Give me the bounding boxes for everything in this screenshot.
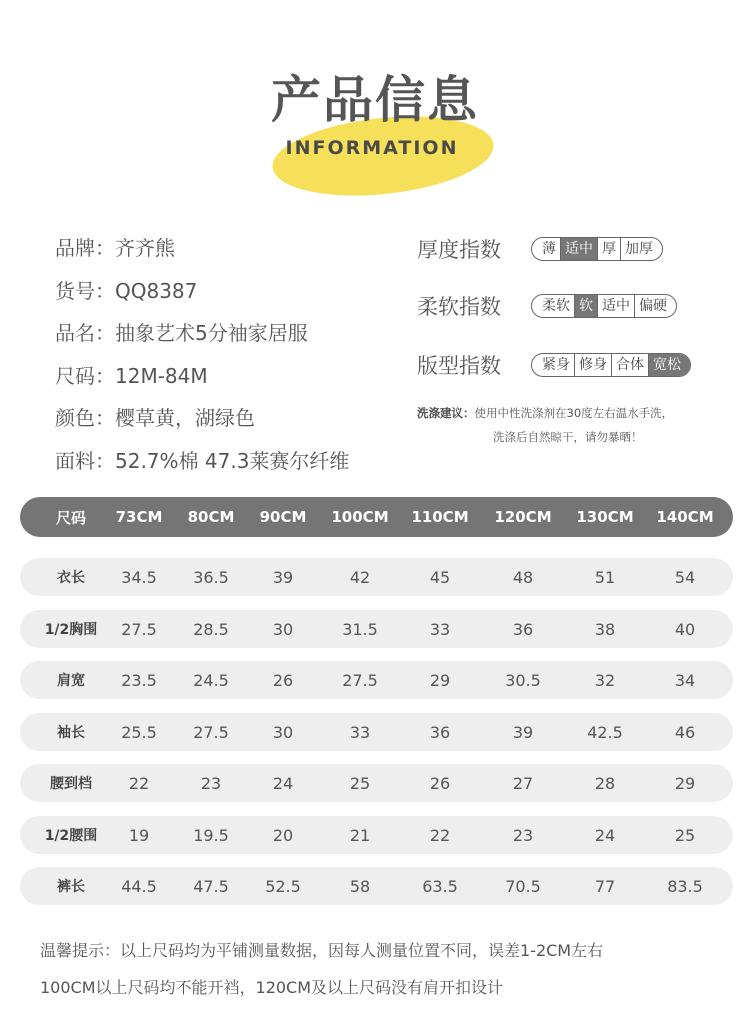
table-cell: 24 <box>594 825 616 845</box>
table-cell: 51 <box>594 567 616 587</box>
table-cell: 28.5 <box>193 619 229 639</box>
table-row <box>20 764 733 802</box>
info-label: 面料： <box>55 448 115 473</box>
tips-note <box>40 932 603 1006</box>
table-row <box>20 661 733 699</box>
info-label: 品牌： <box>55 236 115 260</box>
index-label: 版型指数 <box>417 354 501 378</box>
table-cell: 30 <box>272 619 294 639</box>
info-value: 樱草黄，湖绿色 <box>115 406 255 430</box>
column-header-size: 尺码 <box>55 508 86 527</box>
table-cell: 27.5 <box>342 670 378 690</box>
table-cell: 30 <box>272 722 294 742</box>
row-label: 袖长 <box>57 725 85 741</box>
table-row <box>20 867 733 905</box>
index-option-selected: 适中 <box>560 238 597 260</box>
table-cell: 39 <box>272 567 294 587</box>
index-softness <box>417 291 677 321</box>
table-cell: 19.5 <box>193 825 229 845</box>
table-row <box>20 816 733 854</box>
table-cell: 29 <box>674 773 696 793</box>
table-cell: 52.5 <box>265 876 301 896</box>
table-cell: 27.5 <box>121 619 157 639</box>
table-cell: 19 <box>128 825 150 845</box>
index-fit <box>417 350 691 380</box>
tips-line1: 温馨提示：以上尺码均为平铺测量数据，因每人测量位置不同，误差1-2CM左右 <box>40 941 604 960</box>
table-cell: 42.5 <box>587 722 623 742</box>
row-label: 腰到档 <box>50 776 92 792</box>
index-option: 紧身 <box>542 357 570 373</box>
table-cell: 34 <box>674 670 696 690</box>
table-cell: 27.5 <box>193 722 229 742</box>
column-header: 120CM <box>494 508 552 526</box>
table-cell: 22 <box>429 825 451 845</box>
table-cell: 45 <box>429 567 451 587</box>
table-cell: 33 <box>349 722 371 742</box>
table-cell: 39 <box>512 722 534 742</box>
index-thickness <box>417 234 663 264</box>
table-cell: 36 <box>429 722 451 742</box>
size-table-header <box>20 497 733 537</box>
table-cell: 47.5 <box>193 876 229 896</box>
index-option: 偏硬 <box>634 295 676 317</box>
care-label: 洗涤建议： <box>417 406 475 420</box>
index-scale <box>531 237 663 261</box>
table-cell: 26 <box>272 670 294 690</box>
row-label: 肩宽 <box>57 673 85 689</box>
table-cell: 46 <box>674 722 696 742</box>
table-cell: 38 <box>594 619 616 639</box>
info-value: 12M-84M <box>115 363 208 388</box>
info-row-brand <box>55 232 349 275</box>
info-row-size <box>55 360 349 403</box>
table-cell: 30.5 <box>505 670 541 690</box>
info-label: 颜色： <box>55 406 115 430</box>
table-row <box>20 610 733 648</box>
table-cell: 22 <box>128 773 150 793</box>
index-option: 加厚 <box>620 238 662 260</box>
table-cell: 28 <box>594 773 616 793</box>
table-cell: 33 <box>429 619 451 639</box>
table-cell: 24.5 <box>193 670 229 690</box>
index-option: 适中 <box>597 295 634 317</box>
index-option-selected: 软 <box>574 295 597 317</box>
table-cell: 21 <box>349 825 371 845</box>
care-text-line2: 洗涤后自然晾干，请勿暴晒！ <box>493 430 643 444</box>
index-option: 薄 <box>542 241 556 257</box>
table-cell: 26 <box>429 773 451 793</box>
table-cell: 31.5 <box>342 619 378 639</box>
table-row <box>20 713 733 751</box>
tips-line2: 100CM以上尺码均不能开裆，120CM及以上尺码没有肩开扣设计 <box>40 978 504 997</box>
table-cell: 77 <box>594 876 616 896</box>
info-value: 抽象艺术5分袖家居服 <box>115 321 308 345</box>
row-label: 1/2腰围 <box>44 828 98 844</box>
column-header: 110CM <box>411 508 469 526</box>
index-label: 厚度指数 <box>417 238 501 262</box>
index-scale <box>531 353 691 377</box>
index-option: 合体 <box>611 354 648 376</box>
info-label: 尺码： <box>55 363 115 388</box>
table-cell: 29 <box>429 670 451 690</box>
care-instructions <box>417 401 673 449</box>
info-row-sku <box>55 275 349 318</box>
page-subtitle: INFORMATION <box>285 137 459 159</box>
table-cell: 23 <box>512 825 534 845</box>
column-header: 73CM <box>115 508 163 526</box>
column-header: 80CM <box>187 508 235 526</box>
info-row-name <box>55 317 349 360</box>
table-cell: 32 <box>594 670 616 690</box>
row-label: 衣长 <box>57 570 85 586</box>
info-row-color <box>55 402 349 445</box>
table-cell: 44.5 <box>121 876 157 896</box>
table-cell: 54 <box>674 567 696 587</box>
table-cell: 36 <box>512 619 534 639</box>
index-option-selected: 宽松 <box>648 354 690 376</box>
table-cell: 27 <box>512 773 534 793</box>
index-label: 柔软指数 <box>417 295 501 319</box>
table-cell: 63.5 <box>422 876 458 896</box>
index-option: 柔软 <box>542 298 570 314</box>
info-value: 齐齐熊 <box>115 236 175 260</box>
info-label: 货号： <box>55 278 115 303</box>
table-cell: 25.5 <box>121 722 157 742</box>
table-cell: 23.5 <box>121 670 157 690</box>
info-value: QQ8387 <box>115 278 198 303</box>
table-cell: 36.5 <box>193 567 229 587</box>
column-header: 130CM <box>576 508 634 526</box>
column-header: 100CM <box>331 508 389 526</box>
column-header: 140CM <box>656 508 714 526</box>
column-header: 90CM <box>259 508 307 526</box>
index-option: 厚 <box>597 238 620 260</box>
table-cell: 48 <box>512 567 534 587</box>
table-row <box>20 558 733 596</box>
row-label: 1/2胸围 <box>44 622 98 638</box>
info-label: 品名： <box>55 321 115 345</box>
table-cell: 20 <box>272 825 294 845</box>
info-row-fabric <box>55 445 349 488</box>
table-cell: 70.5 <box>505 876 541 896</box>
index-option: 修身 <box>574 354 611 376</box>
table-cell: 42 <box>349 567 371 587</box>
row-label: 裤长 <box>57 879 85 895</box>
product-info-list <box>55 232 349 487</box>
table-cell: 24 <box>272 773 294 793</box>
page-title: 产品信息 <box>271 71 479 129</box>
table-cell: 25 <box>674 825 696 845</box>
table-cell: 58 <box>349 876 371 896</box>
index-scale <box>531 294 677 318</box>
table-cell: 23 <box>200 773 222 793</box>
table-cell: 34.5 <box>121 567 157 587</box>
table-cell: 40 <box>674 619 696 639</box>
info-value: 52.7%棉 47.3莱赛尔纤维 <box>115 448 350 473</box>
care-text-line1: 使用中性洗涤剂在30度左右温水手洗， <box>474 406 674 420</box>
table-cell: 83.5 <box>667 876 703 896</box>
table-cell: 25 <box>349 773 371 793</box>
page-header <box>0 0 750 200</box>
